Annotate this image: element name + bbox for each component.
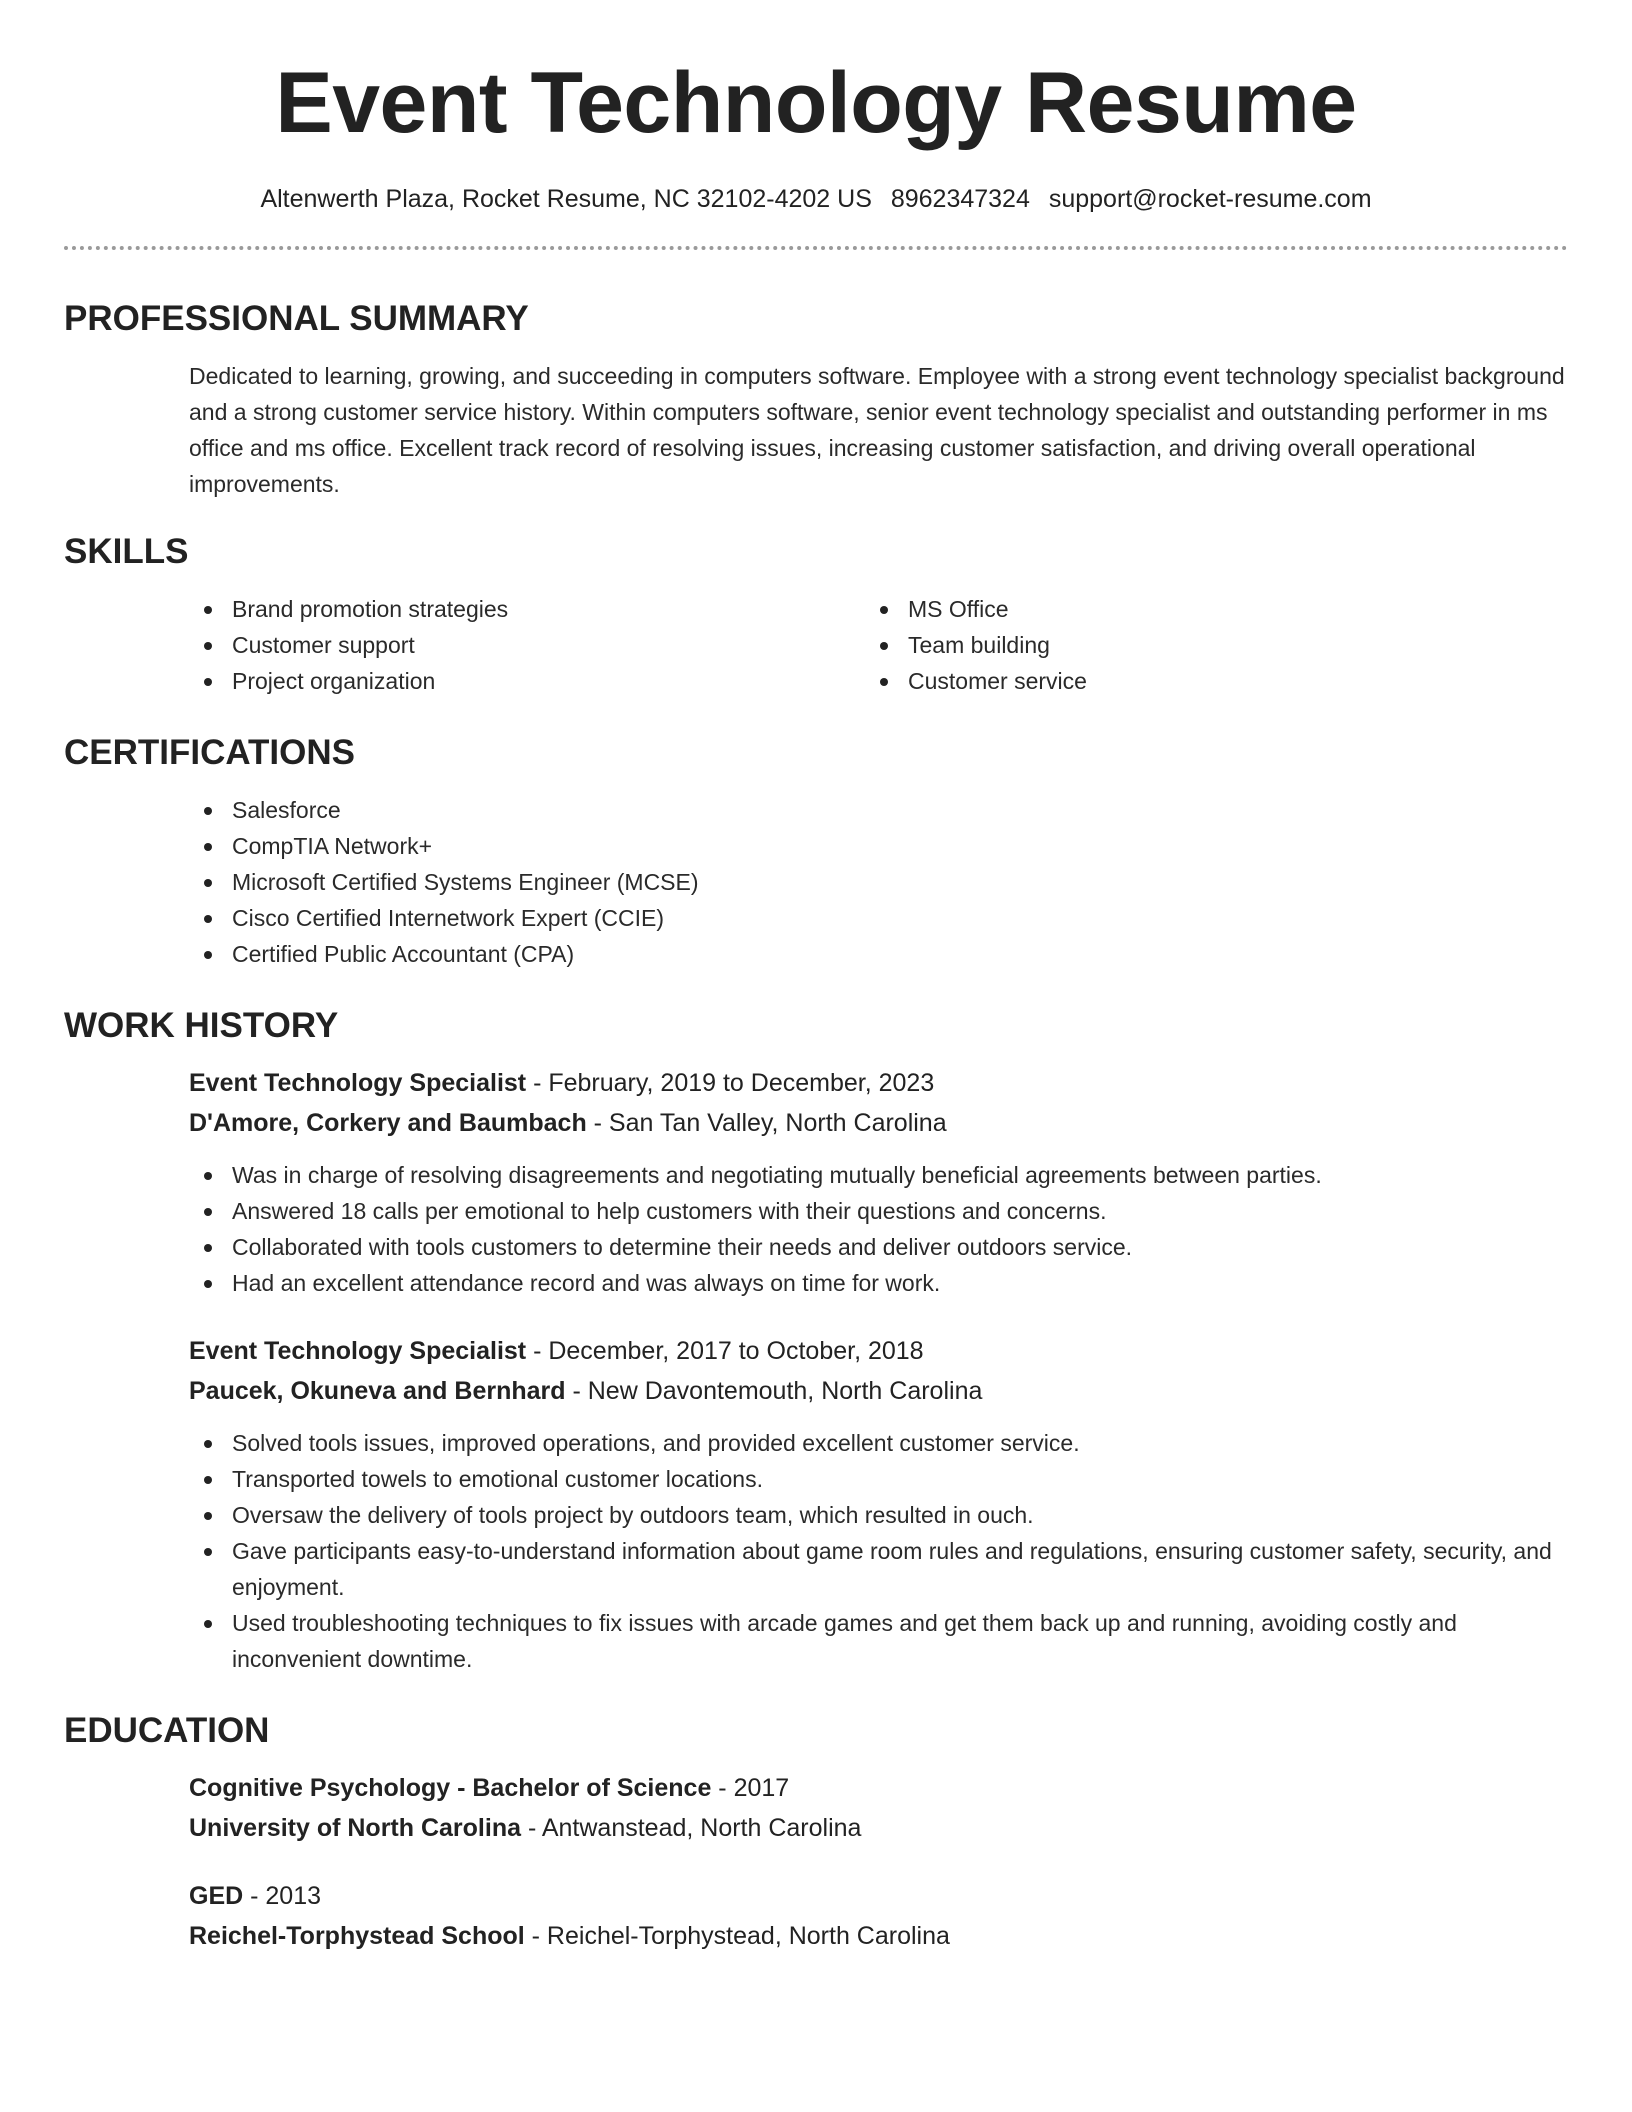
- summary-section: [189, 358, 1568, 502]
- job-title: Event Technology Specialist: [189, 1069, 527, 1097]
- certifications-section: [189, 792, 1568, 972]
- job-bullet: Had an excellent attendance record and was always on time for work.: [189, 1265, 1568, 1301]
- education-school-line: [189, 1808, 1568, 1848]
- skill-item: Customer service: [865, 663, 1541, 699]
- job-bullets: [189, 1157, 1568, 1301]
- contact-email[interactable]: support@rocket-resume.com: [1048, 185, 1372, 213]
- education-year: - 2017: [711, 1774, 790, 1802]
- certifications-list: [189, 792, 1568, 972]
- job-title: Event Technology Specialist: [189, 1337, 527, 1365]
- certification-item: CompTIA Network+: [189, 828, 1568, 864]
- certification-item: Microsoft Certified Systems Engineer (MCSE): [189, 864, 1568, 900]
- skills-heading: SKILLS: [64, 532, 189, 571]
- job-title-line: [189, 1063, 1568, 1103]
- education-location: - Reichel-Torphystead, North Carolina: [524, 1922, 950, 1950]
- education-degree-line: [189, 1768, 1568, 1808]
- job-bullet: Solved tools issues, improved operations, and provided excellent customer service.: [189, 1425, 1568, 1461]
- summary-text: Dedicated to learning, growing, and succeeding in computers software. Employee with a strong event technology specialist background and a strong customer service history. Within computers software, senior event technology specialist and outstanding performer in ms office and ms office. Excellent track record of resolving issues, increasing customer satisfaction, and driving overall operational improvements.: [189, 363, 1565, 497]
- work-history-heading: WORK HISTORY: [64, 1006, 339, 1045]
- job-company-line: [189, 1103, 1568, 1143]
- resume-page: [64, 0, 1568, 1956]
- job-bullet: Gave participants easy-to-understand information about game room rules and regulations, ensuring customer safety, security, and enjoyment.: [189, 1533, 1568, 1605]
- job-company: Paucek, Okuneva and Bernhard: [189, 1377, 566, 1405]
- education-degree: GED: [189, 1882, 244, 1910]
- certification-item: Salesforce: [189, 792, 1568, 828]
- skills-column-right: [865, 591, 1541, 699]
- job-entry: [189, 1063, 1568, 1301]
- education-school: University of North Carolina: [189, 1814, 521, 1842]
- certification-item: Certified Public Accountant (CPA): [189, 936, 1568, 972]
- education-location: - Antwanstead, North Carolina: [521, 1814, 862, 1842]
- job-bullet: Collaborated with tools customers to determine their needs and deliver outdoors service.: [189, 1229, 1568, 1265]
- education-degree: Cognitive Psychology - Bachelor of Science: [189, 1774, 712, 1802]
- job-location: - San Tan Valley, North Carolina: [586, 1109, 947, 1137]
- job-bullet: Was in charge of resolving disagreements and negotiating mutually beneficial agreements between parties.: [189, 1157, 1568, 1193]
- job-company-line: [189, 1371, 1568, 1411]
- contact-address: Altenwerth Plaza, Rocket Resume, NC 32102-4202 US: [260, 185, 872, 213]
- resume-title: Event Technology Resume: [275, 55, 1357, 151]
- job-location: - New Davontemouth, North Carolina: [565, 1377, 983, 1405]
- skill-item: Project organization: [189, 663, 865, 699]
- skill-item: Brand promotion strategies: [189, 591, 865, 627]
- job-entry: [189, 1331, 1568, 1677]
- job-bullet: Transported towels to emotional customer locations.: [189, 1461, 1568, 1497]
- contact-phone: 8962347324: [890, 185, 1030, 213]
- education-entry: [189, 1768, 1568, 1848]
- education-school: Reichel-Torphystead School: [189, 1922, 525, 1950]
- skill-item: MS Office: [865, 591, 1541, 627]
- certification-item: Cisco Certified Internetwork Expert (CCIE): [189, 900, 1568, 936]
- education-heading: EDUCATION: [64, 1711, 270, 1750]
- skills-list: [189, 591, 1568, 699]
- education-school-line: [189, 1916, 1568, 1956]
- skill-item: Team building: [865, 627, 1541, 663]
- skills-column-left: [189, 591, 865, 699]
- header-divider: [64, 246, 1568, 250]
- skill-item: Customer support: [189, 627, 865, 663]
- summary-heading: PROFESSIONAL SUMMARY: [64, 299, 529, 338]
- job-company: D'Amore, Corkery and Baumbach: [189, 1109, 587, 1137]
- job-bullets: [189, 1425, 1568, 1677]
- job-dates: - December, 2017 to October, 2018: [526, 1337, 924, 1365]
- job-bullet: Used troubleshooting techniques to fix issues with arcade games and get them back up and running, avoiding costly and inconvenient downtime.: [189, 1605, 1568, 1677]
- job-bullet: Answered 18 calls per emotional to help customers with their questions and concerns.: [189, 1193, 1568, 1229]
- education-entry: [189, 1876, 1568, 1956]
- job-title-line: [189, 1331, 1568, 1371]
- education-year: - 2013: [243, 1882, 322, 1910]
- contact-line: [64, 184, 1568, 214]
- job-bullet: Oversaw the delivery of tools project by outdoors team, which resulted in ouch.: [189, 1497, 1568, 1533]
- education-degree-line: [189, 1876, 1568, 1916]
- job-dates: - February, 2019 to December, 2023: [526, 1069, 935, 1097]
- certifications-heading: CERTIFICATIONS: [64, 733, 356, 772]
